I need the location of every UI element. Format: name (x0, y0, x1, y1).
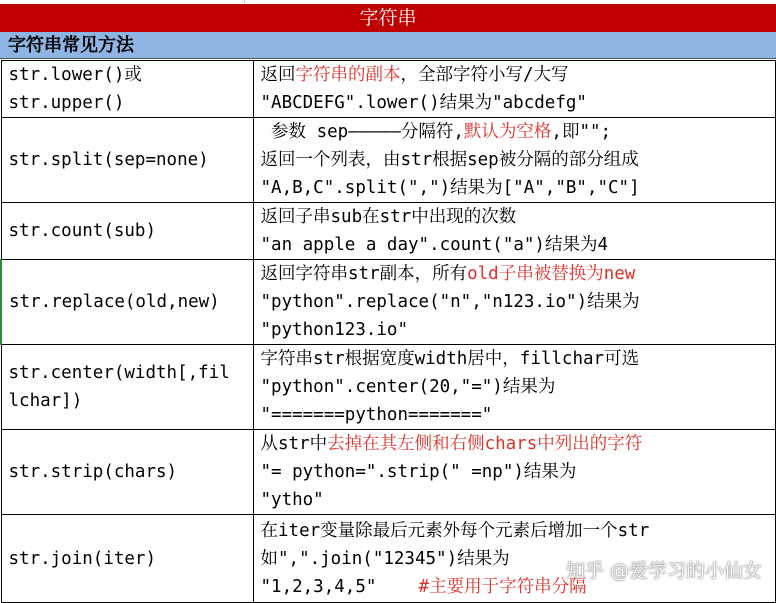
description-text: "an apple a day".count("a")结果为4 (260, 235, 609, 255)
description-cell[interactable] (253, 118, 776, 203)
description-text: ,即""; (551, 122, 612, 142)
section-header[interactable]: 字符串常见方法 (0, 32, 776, 59)
description-text: 字符串str根据宽度width居中，fillchar可选 (260, 349, 640, 369)
method-name: str.lower()或 (8, 65, 142, 85)
description-line (261, 61, 776, 89)
description-line (261, 458, 776, 486)
description-text: "python".center(20,"=")结果为 (260, 377, 556, 397)
table-row (1, 345, 776, 430)
description-text: "A,B,C".split(",")结果为["A","B","C"] (260, 178, 640, 198)
description-line (261, 316, 776, 344)
table-row (1, 430, 776, 515)
table-row (1, 61, 776, 118)
description-text: "ABCDEFG".lower()结果为"abcdefg" (260, 93, 587, 113)
description-line (261, 517, 776, 545)
method-cell[interactable] (1, 118, 253, 203)
description-text: ，全部字符小写/大写 (400, 65, 569, 85)
highlighted-text: #主要用于字符串分隔 (418, 576, 587, 597)
method-name: str.join(iter) (8, 548, 157, 569)
description-text: "= python=".strip(" =np")结果为 (260, 462, 577, 482)
description-cell[interactable] (253, 260, 776, 345)
description-text: 在iter变量除最后元素外每个元素后增加一个str (260, 520, 650, 541)
highlighted-text: old子串被替换为new (467, 264, 636, 284)
description-line (261, 373, 776, 401)
table-row (1, 203, 776, 260)
highlighted-text: 字符串的副本 (295, 65, 401, 85)
description-text: 返回字符串str副本，所有 (260, 264, 468, 284)
highlighted-text: 去掉在其左侧和右侧chars中列出的字符 (327, 434, 643, 454)
description-cell[interactable] (253, 203, 776, 260)
description-text: "1,2,3,4,5" (260, 576, 419, 597)
method-name: str.replace(old,new) (9, 292, 220, 312)
method-cell[interactable] (1, 203, 253, 260)
description-line (261, 118, 776, 146)
description-line (261, 146, 776, 174)
description-line (261, 260, 776, 288)
method-name: str.upper() (8, 93, 125, 113)
description-line (261, 231, 776, 259)
method-name: lchar]) (8, 391, 83, 411)
method-name: str.strip(chars) (8, 462, 178, 482)
description-line (261, 174, 776, 202)
table-title[interactable]: 字符串 (0, 4, 776, 32)
description-text: "ytho" (260, 490, 324, 510)
description-line (261, 430, 776, 458)
description-text: 返回 (260, 65, 296, 85)
description-line (261, 89, 776, 117)
method-name: str.split(sep=none) (8, 150, 209, 170)
description-text: 参数 sep—————分隔符, (260, 122, 464, 142)
table-row (1, 118, 776, 203)
method-name: str.count(sub) (8, 221, 157, 241)
description-text: "python".replace("n","n123.io")结果为 (260, 292, 640, 312)
description-text: 如",".join("12345")结果为 (260, 548, 510, 569)
description-text: 返回子串sub在str中出现的次数 (260, 207, 517, 227)
description-text: 从str中 (260, 434, 328, 454)
description-text: "=======python=======" (260, 405, 493, 425)
method-cell[interactable] (1, 61, 253, 118)
description-line (261, 288, 776, 316)
watermark: 知乎 @爱学习的小仙女 (565, 560, 762, 582)
description-cell[interactable] (253, 345, 776, 430)
method-cell[interactable] (1, 515, 253, 603)
description-line (261, 486, 776, 514)
description-text: 返回一个列表，由str根据sep被分隔的部分组成 (260, 150, 639, 170)
description-line (261, 401, 776, 429)
table-row (1, 260, 776, 345)
highlighted-text: 默认为空格 (463, 122, 552, 142)
description-line (261, 345, 776, 373)
method-cell[interactable] (1, 430, 253, 515)
description-cell[interactable] (253, 61, 776, 118)
method-cell[interactable] (1, 260, 253, 345)
method-cell[interactable] (1, 345, 253, 430)
methods-table (0, 60, 776, 603)
description-text: "python123.io" (260, 320, 409, 340)
description-cell[interactable] (253, 430, 776, 515)
description-line (261, 203, 776, 231)
method-name: str.center(width[,fil (8, 363, 230, 383)
